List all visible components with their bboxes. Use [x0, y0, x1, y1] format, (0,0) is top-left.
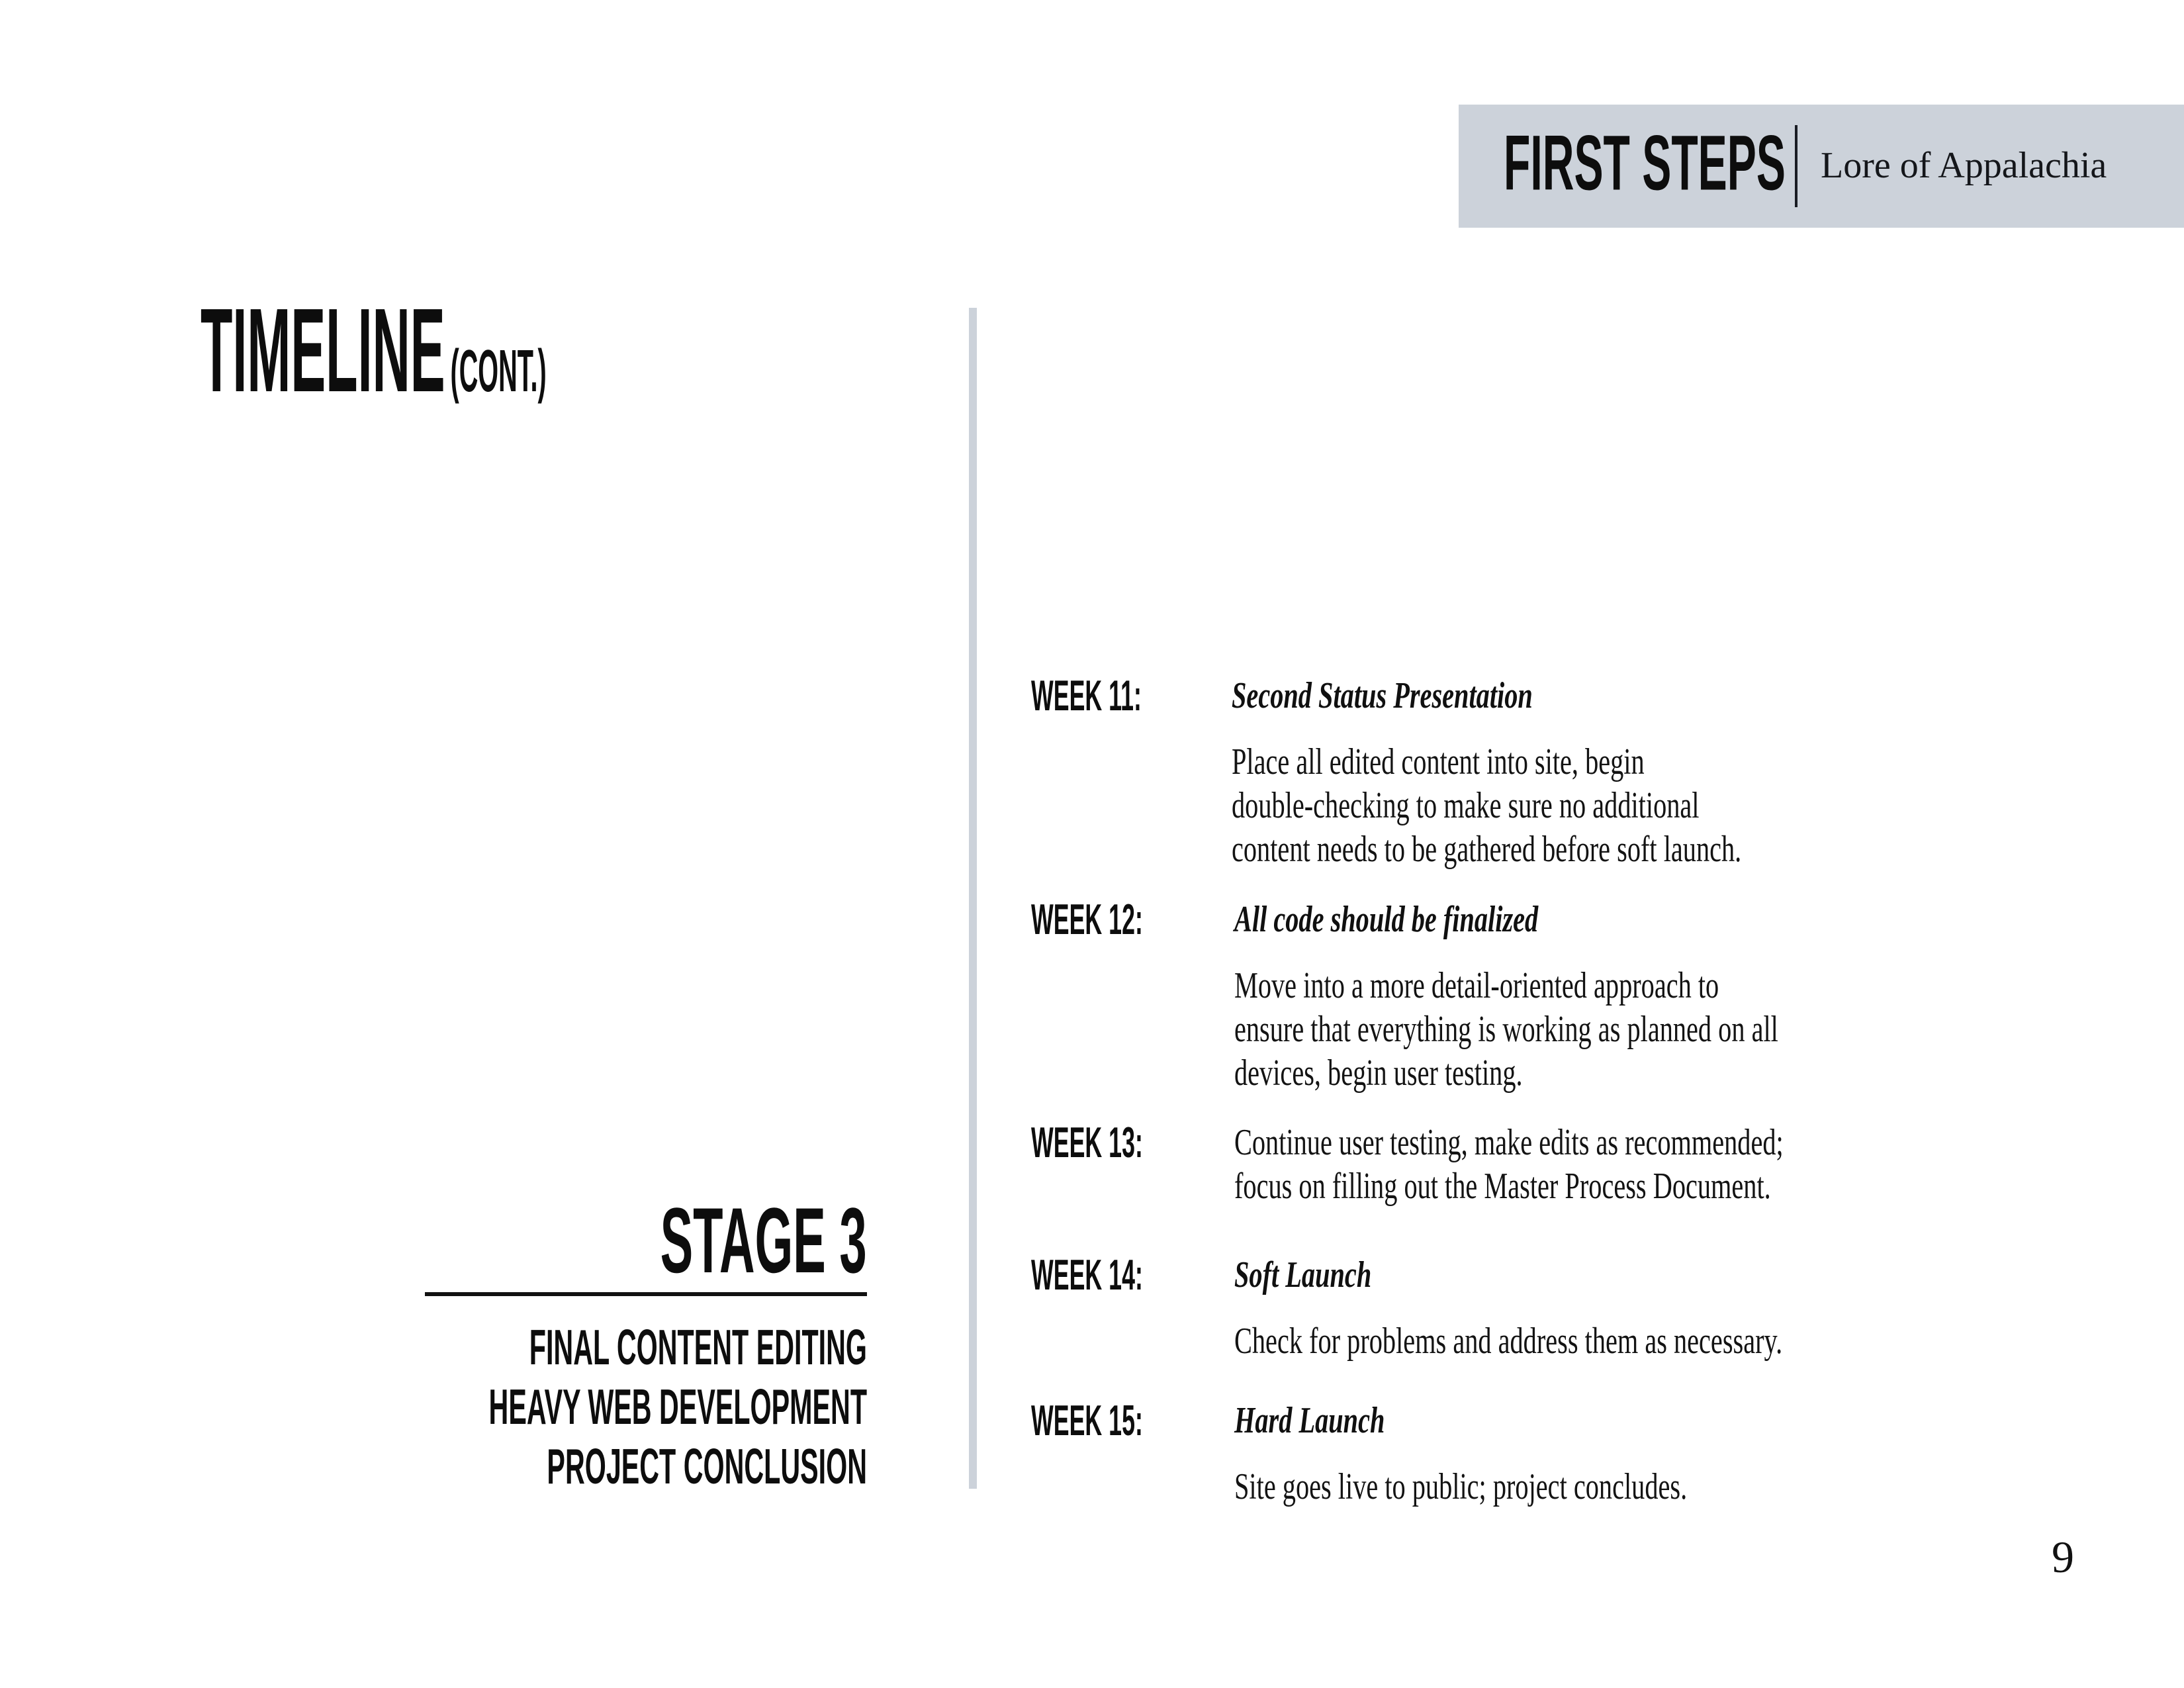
- week-13-content: [1234, 1121, 1784, 1208]
- week-12-content: [1234, 898, 1778, 1095]
- header-title: FIRST STEPS: [1504, 119, 1786, 207]
- week-11-label: WEEK 11:: [1031, 671, 1142, 720]
- week-11-content: [1232, 674, 1754, 871]
- week-14-title: Soft Launch: [1234, 1254, 1372, 1295]
- week-13-label: WEEK 13:: [1031, 1118, 1143, 1166]
- page-title: [201, 284, 987, 417]
- week-15-description: Site goes live to public; project concludes.: [1234, 1466, 1688, 1507]
- week-14-label: WEEK 14:: [1031, 1250, 1143, 1299]
- stage-item-project-conclusion: PROJECT CONCLUSION: [547, 1438, 867, 1494]
- page-number: 9: [2052, 1532, 2074, 1582]
- column-divider: [969, 308, 977, 1489]
- week-11-entry: [1031, 671, 1958, 871]
- week-15-label: WEEK 15:: [1031, 1396, 1143, 1444]
- week-14-content: [1234, 1253, 1782, 1363]
- page-title-main: TIMELINE: [201, 284, 445, 417]
- stage-item-final-content-editing: FINAL CONTENT EDITING: [529, 1319, 867, 1375]
- week-12-description: Move into a more detail-oriented approach to ensure that everything is working as planned on all devices, begin user testing.: [1234, 965, 1778, 1094]
- week-13-entry: [1031, 1118, 1958, 1208]
- week-12-label: WEEK 12:: [1031, 895, 1143, 943]
- stage-item-heavy-web-development: HEAVY WEB DEVELOPMENT: [488, 1379, 867, 1434]
- week-11-title: Second Status Presentation: [1232, 675, 1533, 716]
- week-12-entry: [1031, 895, 1958, 1095]
- week-15-content: [1234, 1399, 1755, 1509]
- header-divider: [1795, 125, 1797, 207]
- week-14-description: Check for problems and address them as necessary.: [1234, 1321, 1783, 1362]
- header-subtitle: Lore of Appalachia: [1821, 144, 2107, 186]
- page-title-suffix: (CONT.): [450, 338, 547, 404]
- week-13-description: Continue user testing, make edits as recommended; focus on filling out the Master Process Document.: [1234, 1122, 1784, 1207]
- week-14-entry: [1031, 1250, 1958, 1363]
- stage-title: STAGE 3: [660, 1188, 867, 1292]
- week-11-description: Place all edited content into site, begin double-checking to make sure no additional content needs to be gathered before soft launch.: [1232, 741, 1742, 870]
- header-banner: [1459, 105, 2184, 228]
- week-12-title: All code should be finalized: [1234, 899, 1539, 940]
- stage-item-list: [179, 1317, 867, 1496]
- week-15-title: Hard Launch: [1234, 1400, 1385, 1441]
- stage-underline: [425, 1292, 867, 1296]
- week-15-entry: [1031, 1396, 1958, 1509]
